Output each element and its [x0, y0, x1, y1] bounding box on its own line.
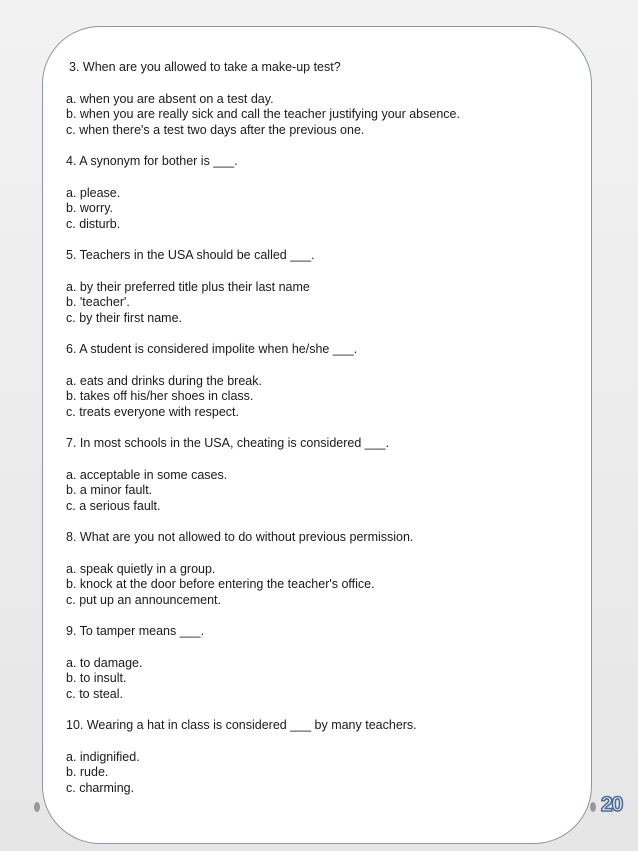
options-list — [66, 656, 586, 703]
page-number: 20 — [601, 793, 623, 816]
options-list — [66, 374, 586, 421]
options-list — [66, 468, 586, 515]
option-c: c. when there's a test two days after the previous one. — [66, 122, 365, 137]
option-a: a. by their preferred title plus their last name — [66, 279, 310, 294]
decorative-dot-left — [34, 802, 40, 812]
option-c: c. disturb. — [66, 216, 121, 231]
question-text: 3. When are you allowed to take a make-up test? — [69, 60, 341, 74]
question-text: 9. To tamper means ___. — [66, 624, 205, 638]
question-block-9 — [66, 624, 586, 702]
option-b: b. worry. — [66, 201, 113, 215]
question-block-8 — [66, 530, 586, 608]
option-b: b. to insult. — [66, 671, 127, 685]
question-block-7 — [66, 436, 586, 514]
question-block-10 — [66, 718, 586, 796]
question-text: 10. Wearing a hat in class is considered ___ by many teachers. — [66, 718, 417, 732]
option-a: a. when you are absent on a test day. — [66, 91, 274, 106]
option-c: c. treats everyone with respect. — [66, 404, 239, 419]
option-c: c. charming. — [66, 780, 135, 795]
options-list — [66, 280, 586, 327]
question-text: 8. What are you not allowed to do without previous permission. — [66, 530, 414, 544]
option-a: a. acceptable in some cases. — [66, 467, 228, 482]
question-text: 6. A student is considered impolite when he/she ___. — [66, 342, 358, 356]
question-block-4 — [66, 154, 586, 232]
decorative-dot-right — [590, 802, 596, 812]
question-text: 5. Teachers in the USA should be called ___. — [66, 248, 315, 262]
options-list — [66, 186, 586, 233]
question-block-3 — [66, 60, 586, 138]
option-b: b. when you are really sick and call the teacher justifying your absence. — [66, 107, 460, 121]
question-list — [66, 60, 586, 812]
options-list — [66, 562, 586, 609]
option-a: a. indignified. — [66, 749, 140, 764]
option-b: b. 'teacher'. — [66, 295, 130, 309]
question-text: 4. A synonym for bother is ___. — [66, 154, 238, 168]
option-a: a. eats and drinks during the break. — [66, 373, 262, 388]
option-b: b. rude. — [66, 765, 109, 779]
option-c: c. a serious fault. — [66, 498, 161, 513]
option-c: c. put up an announcement. — [66, 592, 221, 607]
option-b: b. knock at the door before entering the teacher's office. — [66, 577, 375, 591]
option-c: c. by their first name. — [66, 310, 183, 325]
question-block-6 — [66, 342, 586, 420]
options-list — [66, 92, 586, 139]
option-c: c. to steal. — [66, 686, 123, 701]
option-a: a. speak quietly in a group. — [66, 561, 216, 576]
options-list — [66, 750, 586, 797]
option-b: b. a minor fault. — [66, 483, 153, 497]
option-a: a. to damage. — [66, 655, 143, 670]
question-block-5 — [66, 248, 586, 326]
question-text: 7. In most schools in the USA, cheating is considered ___. — [66, 436, 390, 450]
option-b: b. takes off his/her shoes in class. — [66, 389, 254, 403]
option-a: a. please. — [66, 185, 121, 200]
